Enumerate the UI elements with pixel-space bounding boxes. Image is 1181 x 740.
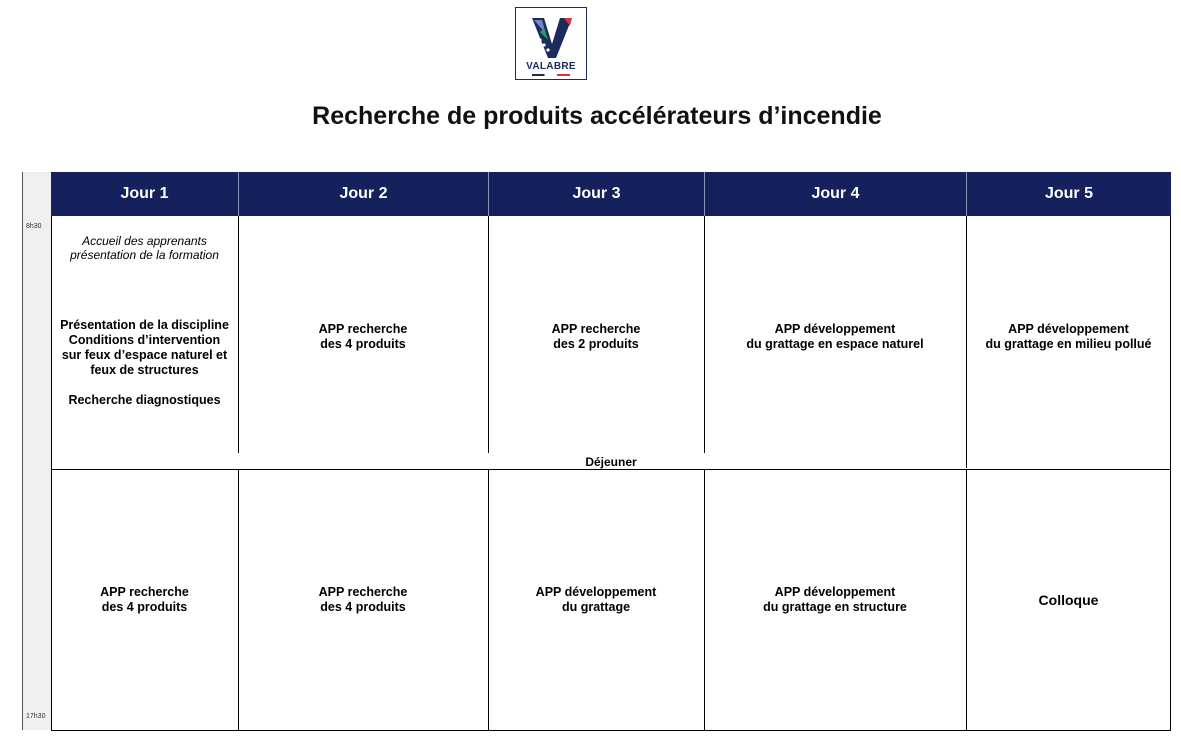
session-line-1: APP développement [535,585,657,599]
day-header-1: Jour 1 [51,172,238,216]
session-line-1: APP recherche [318,322,408,336]
day1-intro [51,234,238,262]
grid-border-bottom [51,730,1171,731]
logo-flag-bar [532,74,570,76]
afternoon-day3-session [488,565,704,635]
logo-text: VALABRE [526,61,576,72]
session-line-1: APP recherche [100,585,189,599]
session-line-2: du grattage en structure [763,600,907,614]
lunch-label: Déjeuner [585,455,637,469]
intro-line-1: Accueil des apprenants [82,234,207,248]
discipline-line-3: sur feux d’espace naturel et [61,348,228,362]
session-line-2: des 2 produits [553,337,639,351]
time-start: 8h30 [26,223,42,230]
discipline-line-4: feux de structures [90,363,199,377]
session-line-2: du grattage en milieu pollué [985,337,1152,351]
morning-day4-session [704,302,966,372]
page-title: Recherche de produits accélérateurs d’incendie [312,102,882,130]
session-line-1: APP recherche [551,322,641,336]
time-end: 17h30 [26,713,46,720]
session-line-1: APP développement [1008,322,1129,336]
day1-diagnostic: Recherche diagnostiques [68,393,221,407]
morning-day2-session [238,302,488,372]
morning-day3-session [488,302,704,372]
discipline-line-1: Présentation de la discipline [60,318,229,332]
lunch-separator [51,469,1171,470]
session-line-2: du grattage en espace naturel [746,337,924,351]
afternoon-day2-session [238,565,488,635]
session-line-1: APP recherche [318,585,408,599]
schedule-grid [51,172,1171,731]
afternoon-day1-session [51,565,238,635]
valabre-v-emblem [528,14,576,60]
session-line-1: APP développement [774,585,896,599]
afternoon-day5-session [966,565,1171,635]
discipline-line-2: Conditions d’intervention [68,333,221,347]
day-header-5: Jour 5 [966,172,1171,216]
intro-line-2: présentation de la formation [70,248,219,262]
session-line-2: du grattage [561,600,631,614]
grid-border-left [51,216,52,731]
session-line-1: Colloque [1038,591,1099,608]
time-bar [22,172,51,730]
morning-day5-session [966,302,1171,372]
session-line-2: des 4 produits [101,600,188,614]
valabre-logo [515,7,587,80]
day-header-2: Jour 2 [238,172,488,216]
session-line-1: APP développement [774,322,896,336]
day1-discipline [51,318,238,378]
day-header-4: Jour 4 [704,172,966,216]
grid-border-right [1170,216,1171,731]
session-line-2: des 4 produits [320,600,406,614]
day-header-3: Jour 3 [488,172,704,216]
afternoon-day4-session [704,565,966,635]
session-line-2: des 4 produits [320,337,406,351]
